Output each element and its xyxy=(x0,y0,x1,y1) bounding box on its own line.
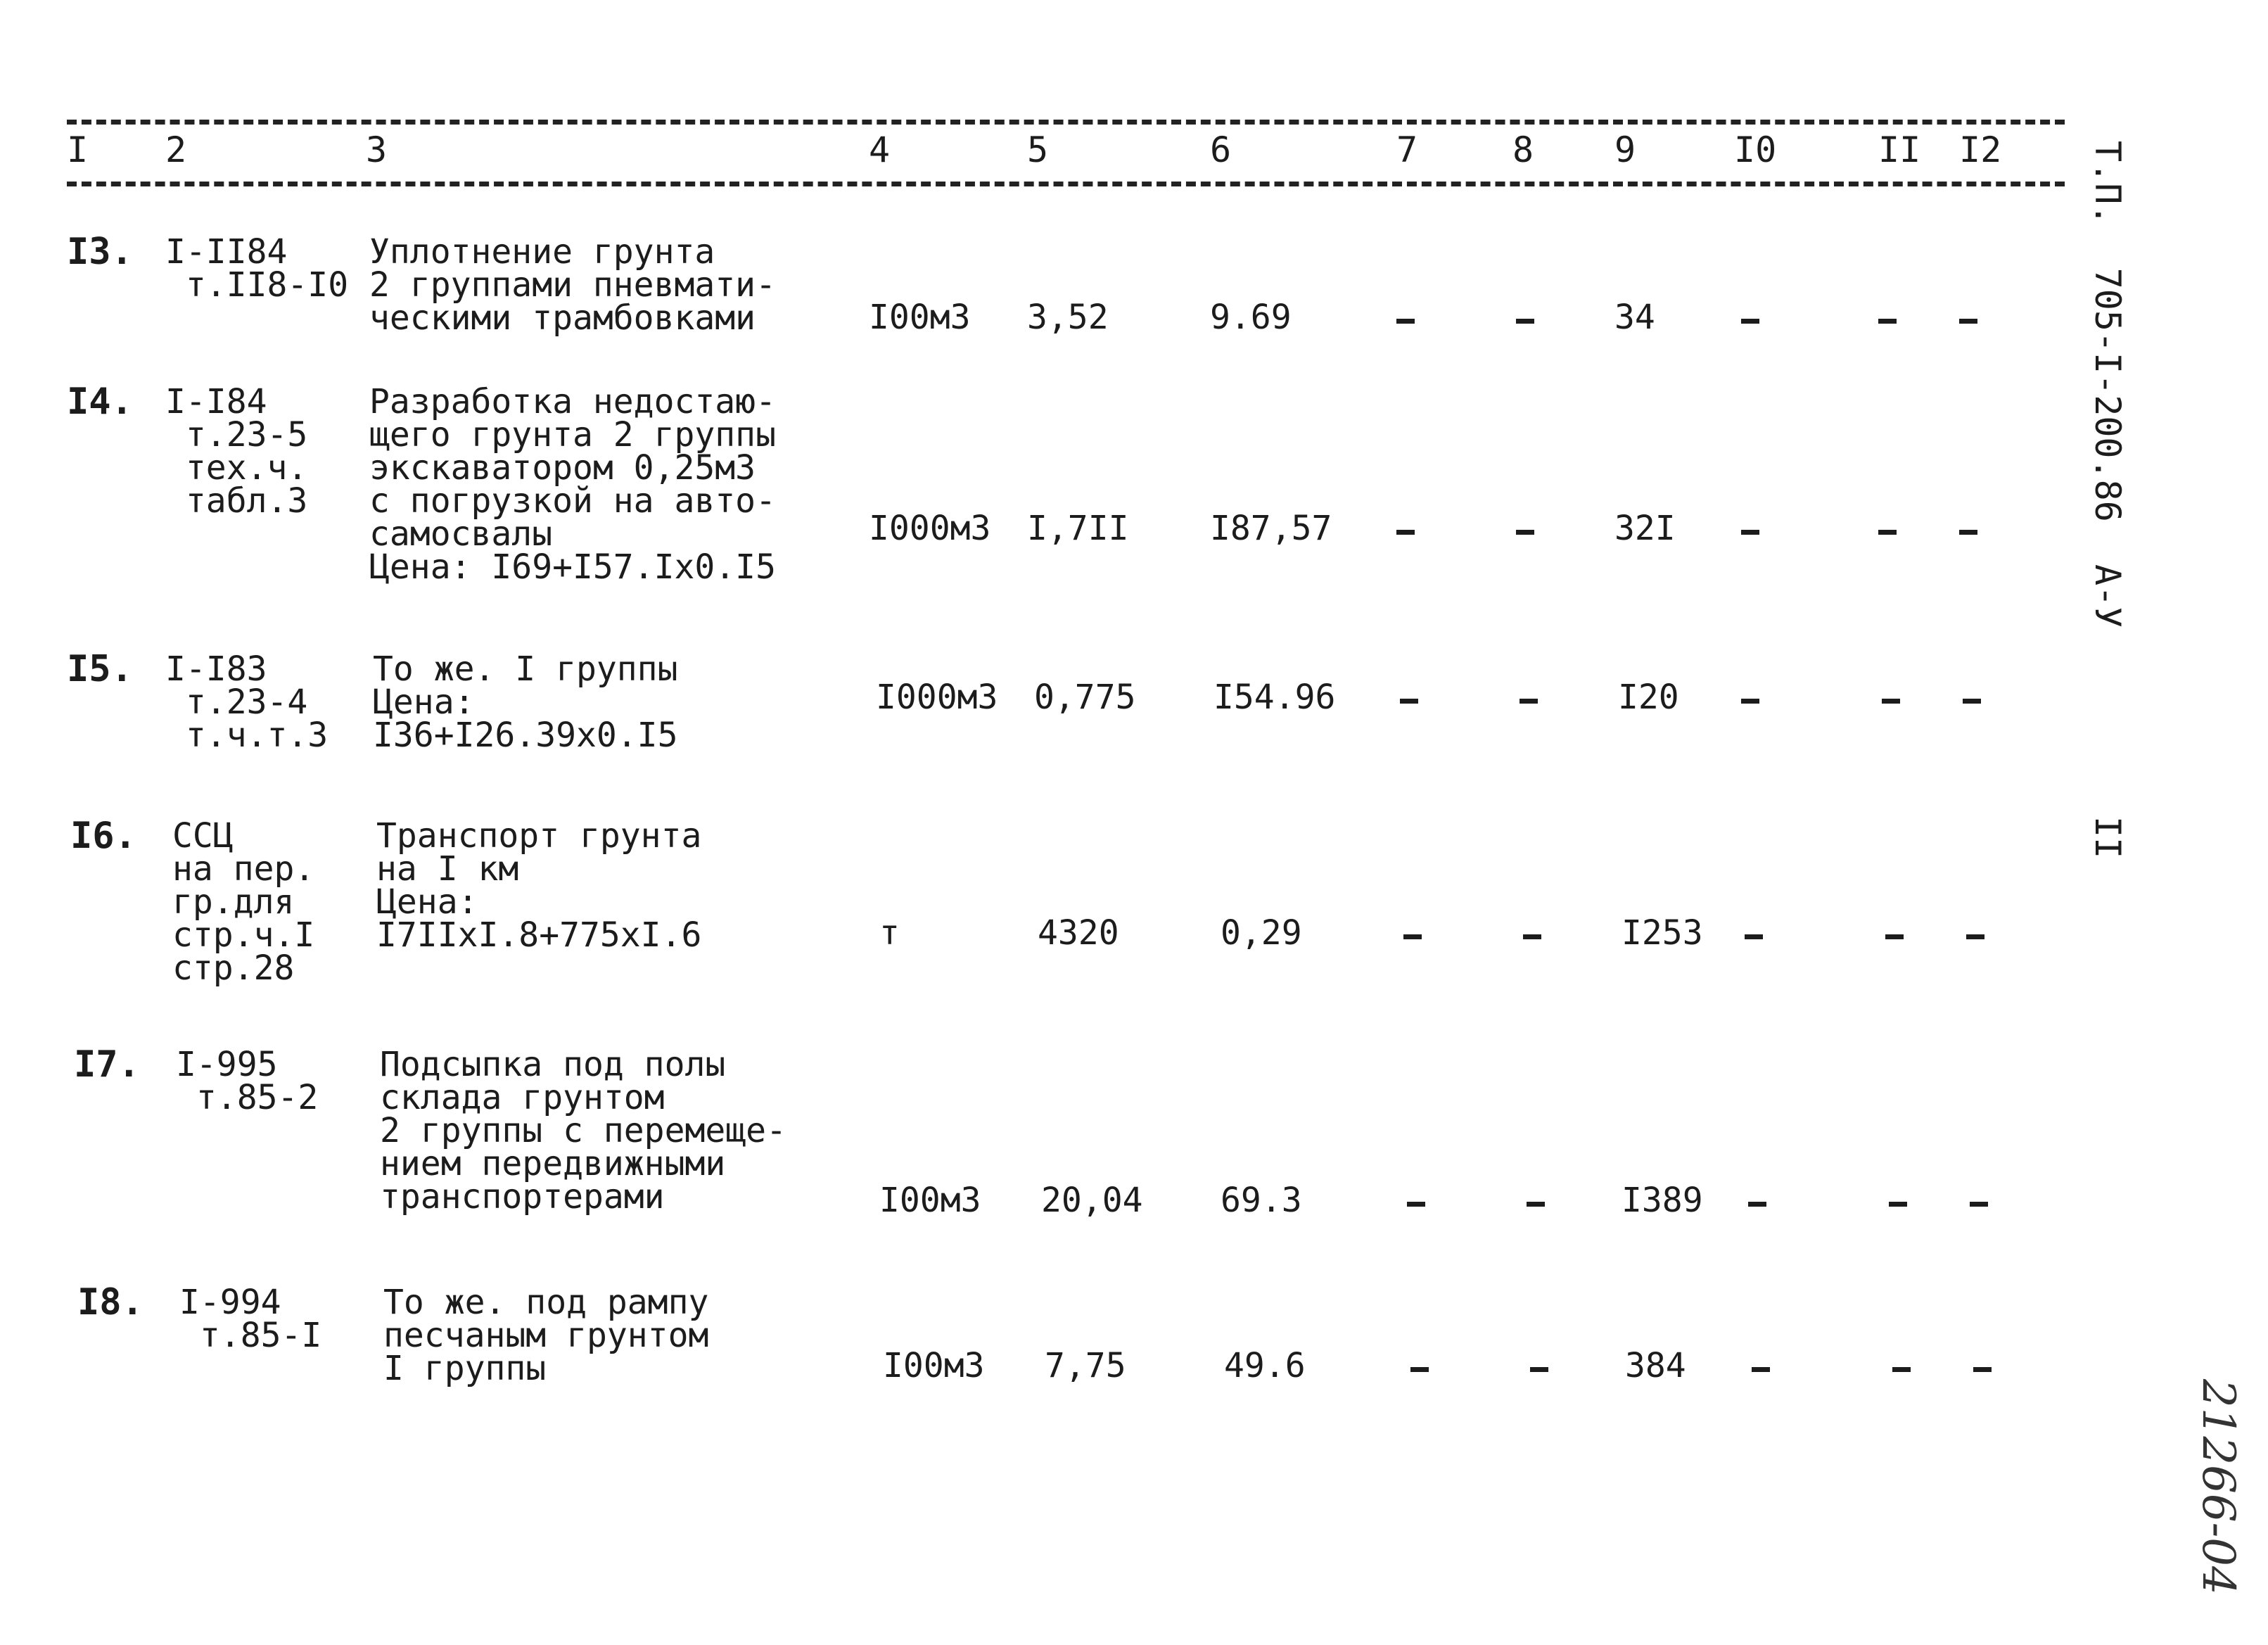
row-quantity: 3,52 xyxy=(1027,298,1109,337)
row-reference: I-994 т.85-I xyxy=(179,1283,322,1355)
row-col8-dash xyxy=(1523,934,1541,939)
row-number: I8. xyxy=(77,1281,144,1323)
handwritten-inventory-number: 21266-04 xyxy=(2192,1379,2244,1595)
row-col8-dash xyxy=(1530,1367,1548,1372)
column-header-10: I0 xyxy=(1734,129,1777,170)
row-unit-price: 49.6 xyxy=(1224,1346,1306,1385)
row-quantity: 7,75 xyxy=(1045,1346,1126,1385)
row-unit: I00м3 xyxy=(883,1346,985,1385)
row-reference: I-995 т.85-2 xyxy=(176,1045,319,1117)
row-col7-dash xyxy=(1396,530,1415,535)
row-col10-dash xyxy=(1741,699,1759,704)
row-col11-dash xyxy=(1885,934,1904,939)
row-total: 384 xyxy=(1625,1346,1686,1385)
row-unit: I00м3 xyxy=(869,298,971,337)
row-unit-price: 0,29 xyxy=(1221,913,1302,953)
row-total: 32I xyxy=(1614,509,1676,548)
row-unit: I000м3 xyxy=(876,678,998,717)
row-col8-dash xyxy=(1527,1202,1545,1207)
row-number: I4. xyxy=(67,381,133,423)
row-col7-dash xyxy=(1396,319,1415,324)
row-col10-dash xyxy=(1748,1202,1766,1207)
row-col12-dash xyxy=(1959,530,1977,535)
row-col12-dash xyxy=(1970,1202,1988,1207)
row-unit: т xyxy=(879,913,900,953)
row-col8-dash xyxy=(1516,530,1534,535)
row-col11-dash xyxy=(1889,1202,1907,1207)
row-quantity: 0,775 xyxy=(1034,678,1136,717)
row-reference: I-I83 т.23-4 т.ч.т.3 xyxy=(165,649,329,755)
row-col11-dash xyxy=(1892,1367,1911,1372)
column-header-7: 7 xyxy=(1396,129,1418,170)
row-unit: I000м3 xyxy=(869,509,991,548)
row-description: Подсыпка под полы склада грунтом 2 группы с перемеще- нием передвижными транспортерами xyxy=(380,1045,786,1217)
column-header-6: 6 xyxy=(1210,129,1232,170)
row-quantity: 4320 xyxy=(1038,913,1119,953)
column-header-12: I2 xyxy=(1959,129,2002,170)
row-col7-dash xyxy=(1403,934,1422,939)
column-header-4: 4 xyxy=(869,129,891,170)
row-col12-dash xyxy=(1963,699,1981,704)
column-header-9: 9 xyxy=(1614,129,1636,170)
row-description: Транспорт грунта на I км Цена: I7IIхI.8+775хI.6 xyxy=(376,816,702,955)
row-col11-dash xyxy=(1878,530,1897,535)
row-description: Разработка недостаю- щего грунта 2 группы экскаватором 0,25м3 с погрузкой на авто- самосвалы Цена: I69+I57.Iх0.I5 xyxy=(369,382,776,587)
row-total: I20 xyxy=(1618,678,1679,717)
row-unit-price: I87,57 xyxy=(1210,509,1332,548)
row-number: I7. xyxy=(74,1043,140,1086)
row-col8-dash xyxy=(1516,319,1534,324)
row-total: 34 xyxy=(1614,298,1655,337)
row-unit: I00м3 xyxy=(879,1181,981,1220)
page-number: II xyxy=(2087,816,2128,859)
row-description: Уплотнение грунта 2 группами пневмати- ческими трамбовками xyxy=(369,232,776,338)
column-header-5: 5 xyxy=(1027,129,1049,170)
column-header-11: II xyxy=(1878,129,1921,170)
row-col10-dash xyxy=(1741,530,1759,535)
row-col12-dash xyxy=(1973,1367,1992,1372)
row-total: I389 xyxy=(1622,1181,1703,1220)
row-quantity: 20,04 xyxy=(1041,1181,1143,1220)
row-reference: I-I84 т.23-5 тех.ч. табл.3 xyxy=(165,382,308,521)
row-col12-dash xyxy=(1966,934,1984,939)
row-unit-price: I54.96 xyxy=(1213,678,1336,717)
row-quantity: I,7II xyxy=(1027,509,1129,548)
row-col11-dash xyxy=(1878,319,1897,324)
row-description: То же. под рампу песчаным грунтом I группы xyxy=(383,1283,709,1388)
row-col8-dash xyxy=(1520,699,1538,704)
row-number: I3. xyxy=(67,231,133,273)
row-col12-dash xyxy=(1959,319,1977,324)
row-unit-price: 69.3 xyxy=(1221,1181,1302,1220)
row-col7-dash xyxy=(1410,1367,1429,1372)
row-reference: I-II84 т.II8-I0 xyxy=(165,232,349,305)
row-col10-dash xyxy=(1745,934,1763,939)
row-col10-dash xyxy=(1752,1367,1770,1372)
row-total: I253 xyxy=(1622,913,1703,953)
header-bottom-rule xyxy=(67,182,2065,186)
row-col7-dash xyxy=(1400,699,1418,704)
column-header-2: 2 xyxy=(165,129,187,170)
column-header-8: 8 xyxy=(1512,129,1534,170)
row-col7-dash xyxy=(1407,1202,1425,1207)
column-header-3: 3 xyxy=(366,129,388,170)
row-description: То же. I группы Цена: I36+I26.39х0.I5 xyxy=(373,649,678,755)
header-top-rule xyxy=(67,120,2065,125)
row-col11-dash xyxy=(1882,699,1900,704)
row-reference: ССЦ на пер. гр.для стр.ч.I стр.28 xyxy=(172,816,315,988)
row-number: I6. xyxy=(70,815,136,857)
row-col10-dash xyxy=(1741,319,1759,324)
row-number: I5. xyxy=(67,648,133,690)
column-header-1: I xyxy=(67,129,89,170)
row-unit-price: 9.69 xyxy=(1210,298,1292,337)
document-code: Т.П. 705-I-200.86 А-У xyxy=(2087,141,2128,628)
